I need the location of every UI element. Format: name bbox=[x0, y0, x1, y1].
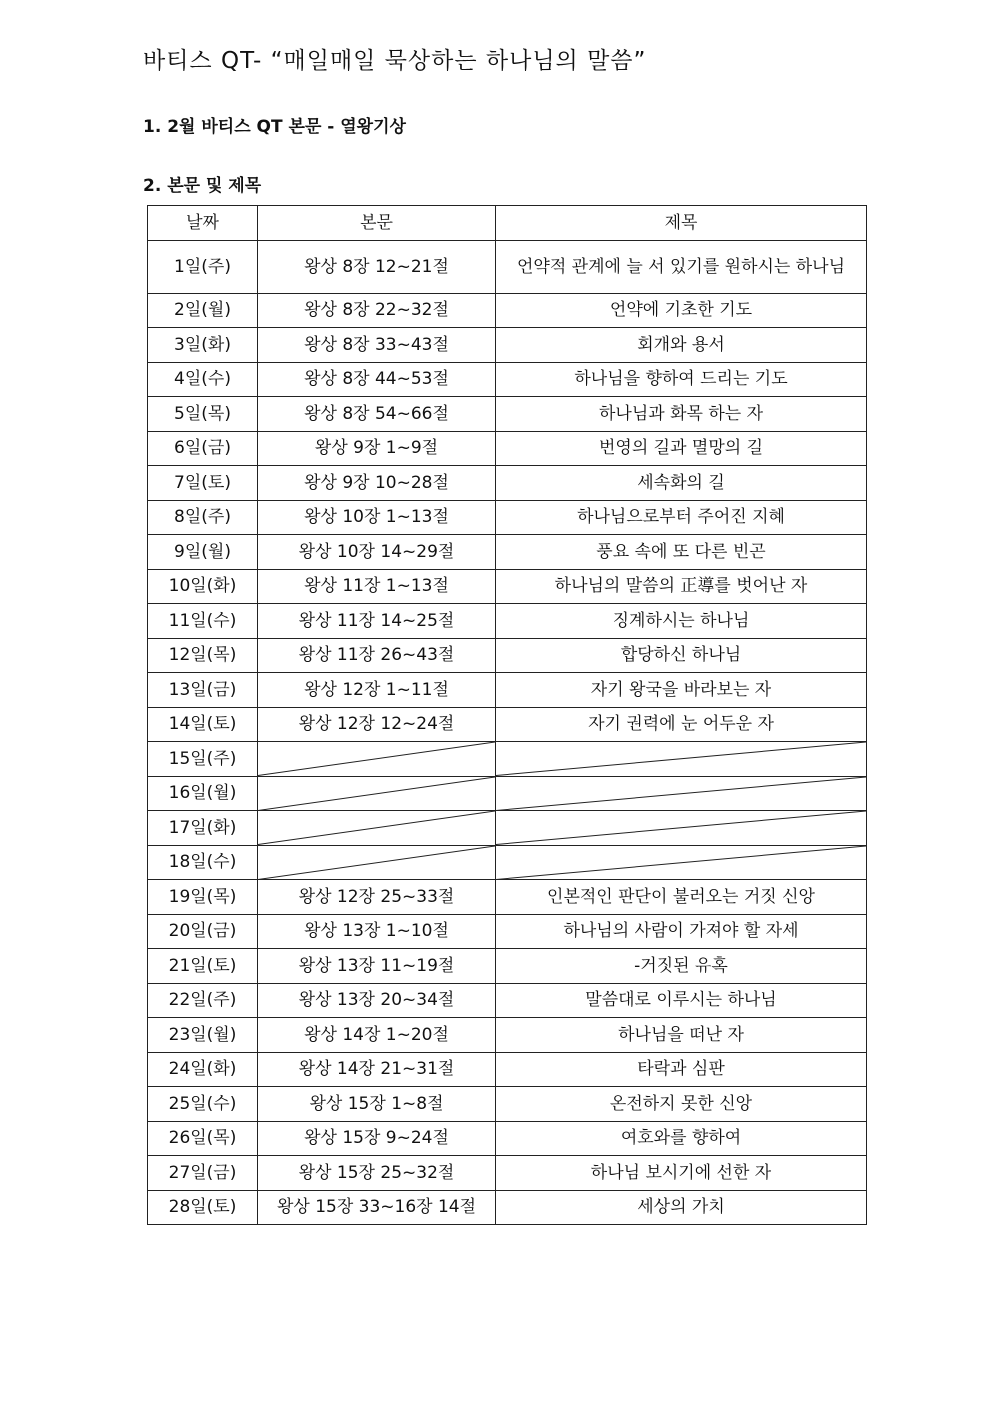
date-cell: 12일(목) bbox=[148, 638, 258, 673]
table-row bbox=[148, 742, 867, 777]
date-cell: 8일(주) bbox=[148, 500, 258, 535]
date-cell: 28일(토) bbox=[148, 1190, 258, 1225]
date-cell: 26일(목) bbox=[148, 1121, 258, 1156]
title-cell: 하나님으로부터 주어진 지혜 bbox=[496, 500, 867, 535]
date-cell: 7일(토) bbox=[148, 466, 258, 501]
date-cell: 6일(금) bbox=[148, 431, 258, 466]
date-cell: 21일(토) bbox=[148, 949, 258, 984]
passage-cell: 왕상 11장 1~13절 bbox=[258, 569, 496, 604]
passage-cell bbox=[258, 742, 496, 777]
table-row bbox=[148, 293, 867, 328]
header-passage: 본문 bbox=[258, 206, 496, 241]
title-cell: 번영의 길과 멸망의 길 bbox=[496, 431, 867, 466]
passage-cell: 왕상 12장 12~24절 bbox=[258, 707, 496, 742]
passage-cell: 왕상 8장 54~66절 bbox=[258, 397, 496, 432]
table-row bbox=[148, 673, 867, 708]
date-cell: 2일(월) bbox=[148, 293, 258, 328]
passage-cell: 왕상 8장 12~21절 bbox=[258, 240, 496, 293]
title-cell: 말씀대로 이루시는 하나님 bbox=[496, 983, 867, 1018]
date-cell: 16일(월) bbox=[148, 776, 258, 811]
table-row bbox=[148, 776, 867, 811]
passage-cell: 왕상 9장 1~9절 bbox=[258, 431, 496, 466]
table-row bbox=[148, 535, 867, 570]
table-row bbox=[148, 466, 867, 501]
table-row bbox=[148, 397, 867, 432]
table-row bbox=[148, 707, 867, 742]
date-cell: 19일(목) bbox=[148, 880, 258, 915]
passage-cell: 왕상 15장 33~16장 14절 bbox=[258, 1190, 496, 1225]
table-row bbox=[148, 811, 867, 846]
title-cell: 타락과 심판 bbox=[496, 1052, 867, 1087]
table-row bbox=[148, 914, 867, 949]
title-cell: 징계하시는 하나님 bbox=[496, 604, 867, 639]
title-cell bbox=[496, 845, 867, 880]
table-row bbox=[148, 1121, 867, 1156]
table-row bbox=[148, 1087, 867, 1122]
date-cell: 27일(금) bbox=[148, 1156, 258, 1191]
date-cell: 14일(토) bbox=[148, 707, 258, 742]
table-row bbox=[148, 845, 867, 880]
passage-cell: 왕상 12장 25~33절 bbox=[258, 880, 496, 915]
table-row bbox=[148, 1018, 867, 1053]
diagonal-strike bbox=[258, 811, 495, 845]
table-row bbox=[148, 1052, 867, 1087]
diagonal-strike bbox=[496, 811, 866, 845]
header-title: 제목 bbox=[496, 206, 867, 241]
table-row bbox=[148, 362, 867, 397]
title-cell: -거짓된 유혹 bbox=[496, 949, 867, 984]
title-cell: 여호와를 향하여 bbox=[496, 1121, 867, 1156]
title-cell: 하나님 보시기에 선한 자 bbox=[496, 1156, 867, 1191]
table-header-row bbox=[148, 206, 867, 241]
date-cell: 15일(주) bbox=[148, 742, 258, 777]
date-cell: 25일(수) bbox=[148, 1087, 258, 1122]
passage-cell: 왕상 15장 25~32절 bbox=[258, 1156, 496, 1191]
passage-cell: 왕상 14장 21~31절 bbox=[258, 1052, 496, 1087]
diagonal-strike bbox=[496, 777, 866, 811]
section-heading-1: 1. 2월 바티스 QT 본문 - 열왕기상 bbox=[143, 117, 406, 137]
table-row bbox=[148, 431, 867, 466]
table-row bbox=[148, 880, 867, 915]
section-heading-2: 2. 본문 및 제목 bbox=[143, 176, 262, 196]
diagonal-strike bbox=[496, 742, 866, 776]
passage-cell: 왕상 8장 22~32절 bbox=[258, 293, 496, 328]
diagonal-strike bbox=[258, 777, 495, 811]
passage-cell: 왕상 9장 10~28절 bbox=[258, 466, 496, 501]
diagonal-strike bbox=[496, 846, 866, 880]
passage-cell: 왕상 10장 1~13절 bbox=[258, 500, 496, 535]
table-row bbox=[148, 1190, 867, 1225]
title-cell: 회개와 용서 bbox=[496, 328, 867, 363]
date-cell: 17일(화) bbox=[148, 811, 258, 846]
passage-cell: 왕상 11장 14~25절 bbox=[258, 604, 496, 639]
document-title: 바티스 QT- “매일매일 묵상하는 하나님의 말씀” bbox=[143, 48, 647, 74]
table-row bbox=[148, 1156, 867, 1191]
title-cell bbox=[496, 742, 867, 777]
passage-cell: 왕상 13장 20~34절 bbox=[258, 983, 496, 1018]
date-cell: 1일(주) bbox=[148, 240, 258, 293]
date-cell: 18일(수) bbox=[148, 845, 258, 880]
table-row bbox=[148, 328, 867, 363]
passage-cell bbox=[258, 776, 496, 811]
title-cell: 언약적 관계에 늘 서 있기를 원하시는 하나님 bbox=[496, 240, 867, 293]
title-cell: 자기 권력에 눈 어두운 자 bbox=[496, 707, 867, 742]
title-cell: 온전하지 못한 신앙 bbox=[496, 1087, 867, 1122]
date-cell: 4일(수) bbox=[148, 362, 258, 397]
diagonal-strike bbox=[258, 742, 495, 776]
table-row bbox=[148, 569, 867, 604]
table-row bbox=[148, 604, 867, 639]
table-body bbox=[148, 240, 867, 1225]
table-row bbox=[148, 638, 867, 673]
passage-cell: 왕상 13장 1~10절 bbox=[258, 914, 496, 949]
passage-cell: 왕상 15장 1~8절 bbox=[258, 1087, 496, 1122]
passage-cell: 왕상 13장 11~19절 bbox=[258, 949, 496, 984]
title-cell: 세속화의 길 bbox=[496, 466, 867, 501]
title-cell: 세상의 가치 bbox=[496, 1190, 867, 1225]
passage-cell: 왕상 10장 14~29절 bbox=[258, 535, 496, 570]
date-cell: 24일(화) bbox=[148, 1052, 258, 1087]
passage-cell: 왕상 15장 9~24절 bbox=[258, 1121, 496, 1156]
passage-cell: 왕상 12장 1~11절 bbox=[258, 673, 496, 708]
date-cell: 10일(화) bbox=[148, 569, 258, 604]
header-date: 날짜 bbox=[148, 206, 258, 241]
title-cell: 하나님의 사람이 가져야 할 자세 bbox=[496, 914, 867, 949]
title-cell: 합당하신 하나님 bbox=[496, 638, 867, 673]
title-cell: 하나님을 떠난 자 bbox=[496, 1018, 867, 1053]
title-cell: 하나님의 말씀의 正導를 벗어난 자 bbox=[496, 569, 867, 604]
table-row bbox=[148, 240, 867, 293]
table-row bbox=[148, 500, 867, 535]
passage-cell: 왕상 8장 33~43절 bbox=[258, 328, 496, 363]
date-cell: 13일(금) bbox=[148, 673, 258, 708]
table-row bbox=[148, 949, 867, 984]
passage-cell: 왕상 8장 44~53절 bbox=[258, 362, 496, 397]
title-cell: 하나님과 화목 하는 자 bbox=[496, 397, 867, 432]
passage-cell bbox=[258, 811, 496, 846]
date-cell: 3일(화) bbox=[148, 328, 258, 363]
title-cell: 하나님을 향하여 드리는 기도 bbox=[496, 362, 867, 397]
title-cell bbox=[496, 776, 867, 811]
date-cell: 9일(월) bbox=[148, 535, 258, 570]
date-cell: 23일(월) bbox=[148, 1018, 258, 1053]
date-cell: 20일(금) bbox=[148, 914, 258, 949]
passage-cell: 왕상 11장 26~43절 bbox=[258, 638, 496, 673]
date-cell: 11일(수) bbox=[148, 604, 258, 639]
title-cell: 언약에 기초한 기도 bbox=[496, 293, 867, 328]
schedule-table bbox=[147, 205, 867, 1225]
passage-cell: 왕상 14장 1~20절 bbox=[258, 1018, 496, 1053]
diagonal-strike bbox=[258, 846, 495, 880]
passage-cell bbox=[258, 845, 496, 880]
title-cell: 풍요 속에 또 다른 빈곤 bbox=[496, 535, 867, 570]
title-cell: 인본적인 판단이 불러오는 거짓 신앙 bbox=[496, 880, 867, 915]
table-row bbox=[148, 983, 867, 1018]
title-cell bbox=[496, 811, 867, 846]
title-cell: 자기 왕국을 바라보는 자 bbox=[496, 673, 867, 708]
date-cell: 5일(목) bbox=[148, 397, 258, 432]
date-cell: 22일(주) bbox=[148, 983, 258, 1018]
